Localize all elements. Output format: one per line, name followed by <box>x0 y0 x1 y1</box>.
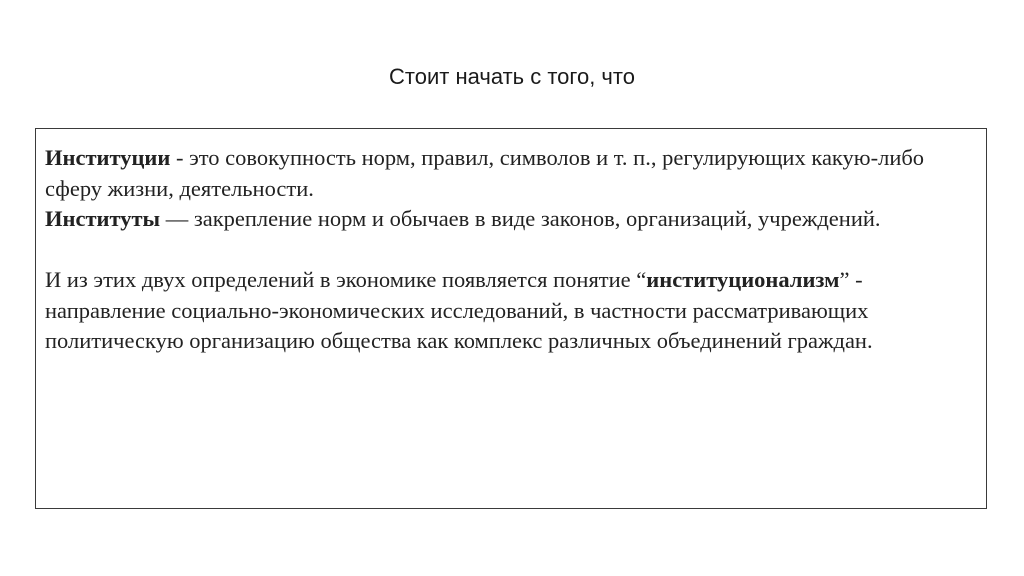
definition-institutions-text: - это совокупность норм, правил, символов и т. п., регулирующих какую-либо сферу жизни, деятельности. <box>45 145 925 201</box>
conclusion-after: ” - направление социально-экономических исследований, в частности рассматривающих политическую организацию общества как комплекс различных объединений граждан. <box>45 267 873 353</box>
slide-title: Стоит начать с того, что <box>389 64 635 89</box>
definition-institutions <box>45 143 980 204</box>
definition-institutes-text: — закрепление норм и обычаев в виде законов, организаций, учреждений. <box>160 206 881 231</box>
term-institutions: Институции <box>45 145 171 170</box>
term-institutes: Институты <box>45 206 161 231</box>
conclusion-before: И из этих двух определений в экономике появляется понятие “ <box>45 267 647 292</box>
content-text <box>45 143 980 357</box>
content-box <box>35 128 987 509</box>
conclusion-paragraph <box>45 265 980 357</box>
paragraph-spacer <box>45 235 980 266</box>
definition-institutes <box>45 204 980 235</box>
term-institutionalism: институционализм <box>646 267 840 292</box>
